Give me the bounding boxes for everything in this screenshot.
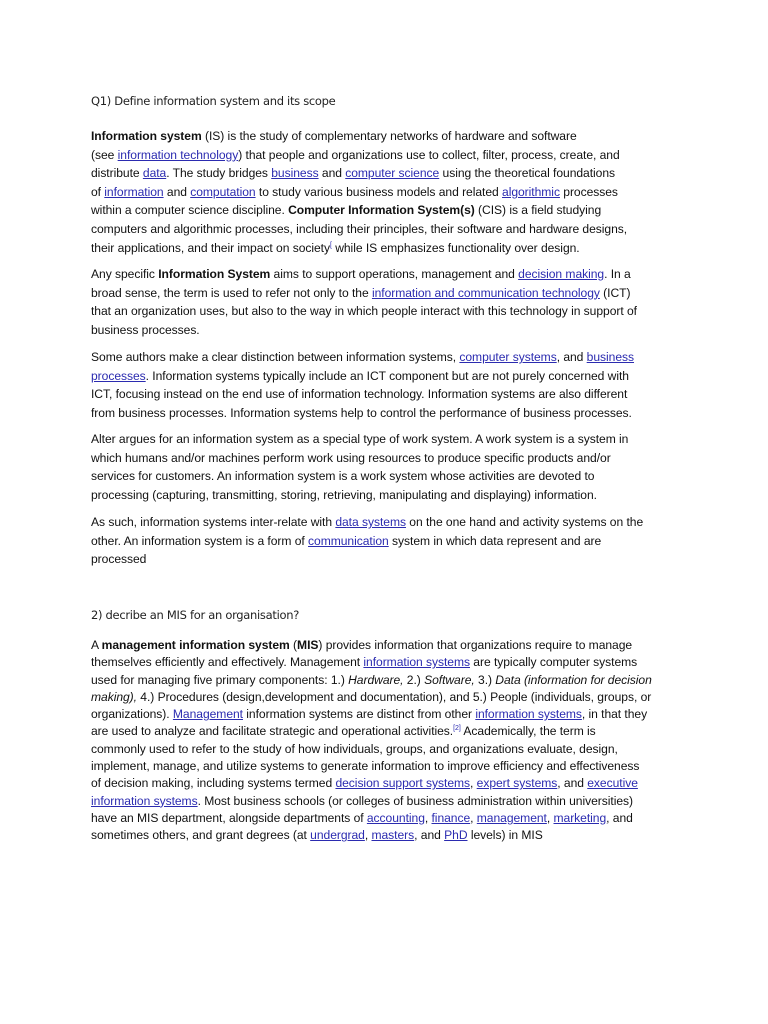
link-ict[interactable]: information and communication technology — [371, 285, 600, 300]
link-communication[interactable]: communication — [308, 533, 389, 548]
q2-paragraph-1: A management information system (MIS) provides information that organizations require to manage themselves efficiently and effectively. Management information systems are typically computer systems used for managing five primary components: 1.) Hardware, 2.) Software, 3.) Data (information for decision making), 4.) Procedures (design,development and documentation), and 5.) People (individuals, groups, or organizations). Management information systems are distinct from other information systems, in that they are used to analyze and facilitate strategic and operational activities.[2] Academically, the term is commonly used to refer to the study of how individuals, groups, and organizations evaluate, design, implement, manage, and utilize systems to generate information to improve efficiency and effectiveness of decision making, including systems termed decision support systems, expert systems, and executive information systems. Most business schools (or colleges of business administration within universities) have an MIS department, alongside departments of accounting, finance, management, marketing, and sometimes others, and grant degrees (at undergrad, masters, and PhD levels) in MIS — [91, 638, 652, 843]
link-computation[interactable]: computation — [190, 184, 256, 199]
link-information-systems[interactable]: information systems — [363, 655, 470, 670]
link-information-technology[interactable]: information technology — [117, 147, 239, 162]
citation-2[interactable]: [2] — [453, 725, 461, 733]
link-masters[interactable]: masters — [371, 828, 415, 843]
q1-paragraph-5: As such, information systems inter-relate with data systems on the one hand and activity systems on the other. An information system is a form of communication system in which data represent and are processed — [91, 515, 644, 567]
term-information-system-2: Information System — [158, 267, 271, 281]
link-executive-information-systems[interactable]: executive — [587, 776, 638, 791]
link-decision-making[interactable]: decision making — [518, 267, 605, 281]
q1-paragraph-4: Alter argues for an information system as a special type of work system. A work system is a system in which humans and/or machines perform work using resources to produce specific products and/or services for customers. An information system is a work system whose activities are devoted to processing (capturing, transmitting, storing, retrieving, manipulating and displaying) information. — [91, 432, 629, 502]
link-computer-science[interactable]: computer science — [345, 166, 440, 181]
link-marketing[interactable]: marketing — [553, 810, 607, 825]
link-finance[interactable]: finance — [431, 810, 471, 825]
q1-paragraph-3: Some authors make a clear distinction between information systems, computer systems, and business processes. Information systems typically include an ICT component but are not purely concerned with ICT, focusing instead on the end use of information technology. Information systems are also different from business processes. Information systems help to control the performance of business processes. — [91, 350, 635, 420]
link-algorithmic[interactable]: algorithmic — [502, 184, 560, 199]
link-business-processes[interactable]: business — [586, 350, 635, 364]
link-data-systems[interactable]: data systems — [335, 515, 406, 529]
link-undergrad[interactable]: undergrad — [310, 828, 365, 843]
term-cis: Computer Information System(s) — [288, 203, 475, 218]
link-business-processes-cont[interactable]: processes — [91, 368, 146, 383]
q1-paragraph-2: Any specific Information System aims to support operations, management and decision making. In a broad sense, the term is used to refer not only to the information and communication technology (ICT) that an organization uses, but also to the way in which people interact with this technology in support of business processes. — [91, 267, 637, 337]
question-1-heading: Q1) Define information system and its scope — [91, 94, 336, 108]
abbr-mis: MIS — [297, 638, 319, 652]
link-computer-systems[interactable]: computer systems — [459, 350, 557, 364]
link-information[interactable]: information — [104, 184, 164, 199]
link-information-systems-2[interactable]: information systems — [475, 707, 582, 722]
term-information-system: Information system — [91, 129, 202, 143]
link-expert-systems[interactable]: expert systems — [476, 776, 558, 791]
link-decision-support-systems[interactable]: decision support systems — [335, 776, 471, 791]
link-executive-information-systems-cont[interactable]: information systems — [91, 793, 198, 808]
link-phd[interactable]: PhD — [444, 828, 468, 843]
link-management[interactable]: Management — [172, 707, 243, 722]
link-data[interactable]: data — [142, 166, 167, 181]
link-business[interactable]: business — [271, 166, 319, 181]
link-management-dept[interactable]: management — [476, 810, 547, 825]
q1-paragraph-1: Information system (IS) is the study of complementary networks of hardware and software (see information technology) that people and organizations use to collect, filter, process, create, and distribute data. The study bridges business and computer science using the theoretical foundations of information and computation to study various business models and related algorithmic processes within a computer science discipline. Computer Information System(s) (CIS) is a field studying computers and algorithmic processes, including their principles, their software and hardware designs, their applications, and their impact on society[ while IS emphasizes functionality over design. — [91, 129, 628, 255]
term-mis: management information system — [101, 638, 290, 652]
question-2-heading: 2) decribe an MIS for an organisation? — [91, 608, 299, 622]
link-accounting[interactable]: accounting — [366, 810, 425, 825]
citation-marker[interactable]: [ — [329, 241, 332, 249]
